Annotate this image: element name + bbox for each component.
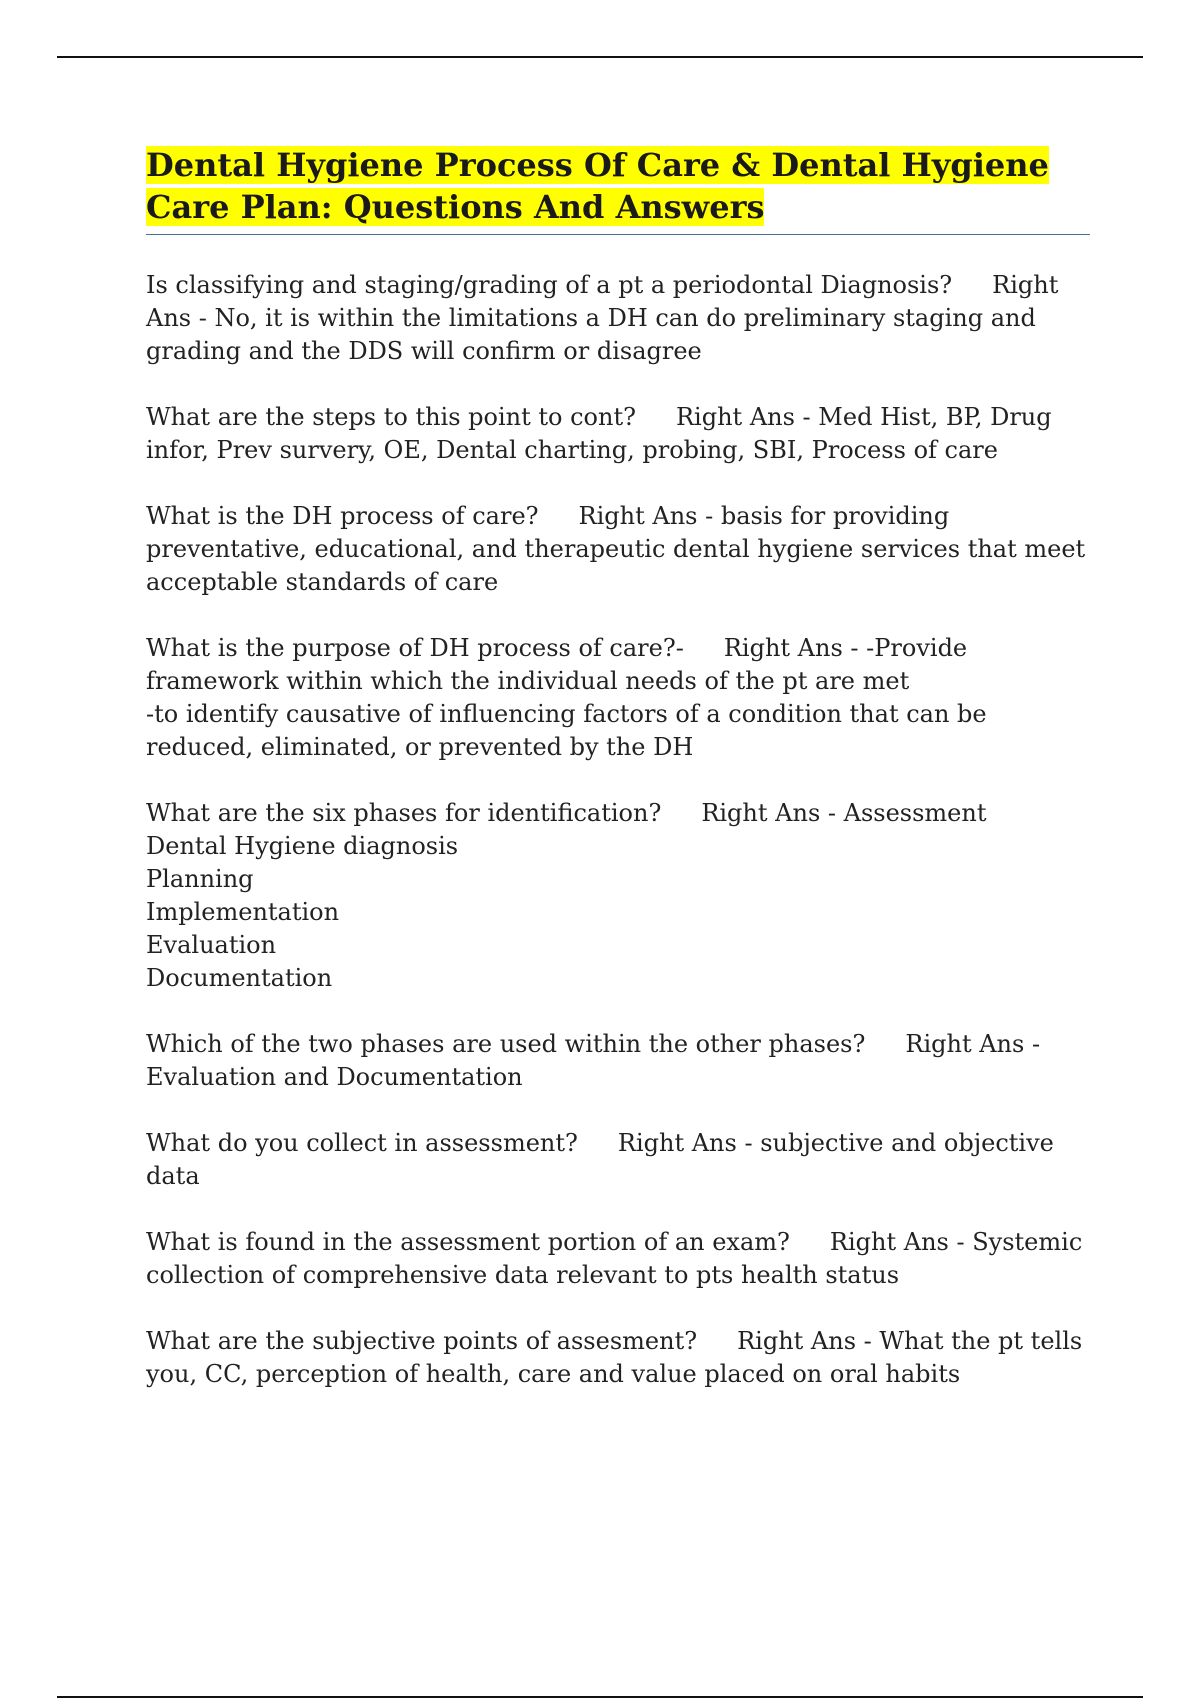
qa-list (146, 269, 1090, 1391)
qa-item (146, 401, 1090, 467)
question-text: What is the DH process of care? (146, 502, 539, 530)
answer-text: Right Ans - Systemic collection of comprehensive data relevant to pts health status (146, 1228, 1083, 1289)
qa-item (146, 797, 1090, 995)
question-text: What are the steps to this point to cont? (146, 403, 636, 431)
answer-text: Right Ans - basis for providing preventative, educational, and therapeutic dental hygiene services that meet acceptable standards of care (146, 502, 1086, 596)
page-bottom-rule (57, 1696, 1143, 1698)
question-text: What is found in the assessment portion of an exam? (146, 1228, 790, 1256)
document-title (146, 144, 1090, 228)
question-text: What is the purpose of DH process of care?- (146, 634, 684, 662)
question-text: Is classifying and staging/grading of a pt a periodontal Diagnosis? (146, 271, 953, 299)
qa-item (146, 269, 1090, 368)
document-body (146, 144, 1090, 1424)
title-highlight: Dental Hygiene Process Of Care & Dental Hygiene Care Plan: Questions And Answers (146, 146, 1049, 226)
answer-text: Right Ans - No, it is within the limitations a DH can do preliminary staging and grading and the DDS will confirm or disagree (146, 271, 1059, 365)
title-underline (146, 234, 1090, 235)
answer-text: Right Ans - -Provide framework within which the individual needs of the pt are met -to identify causative of influencing factors of a condition that can be reduced, eliminated, or prevented by the DH (146, 634, 987, 761)
answer-text: Right Ans - Assessment Dental Hygiene diagnosis Planning Implementation Evaluation Documentation (146, 799, 987, 992)
question-text: Which of the two phases are used within the other phases? (146, 1030, 866, 1058)
page-top-rule (57, 56, 1143, 58)
qa-item (146, 500, 1090, 599)
question-text: What are the six phases for identification? (146, 799, 662, 827)
answer-text: Right Ans - What the pt tells you, CC, perception of health, care and value placed on oral habits (146, 1327, 1083, 1388)
answer-text: Right Ans - Med Hist, BP, Drug infor, Prev survery, OE, Dental charting, probing, SBI, Process of care (146, 403, 1052, 464)
qa-item (146, 632, 1090, 764)
answer-text: Right Ans - Evaluation and Documentation (146, 1030, 1041, 1091)
qa-item (146, 1226, 1090, 1292)
qa-item (146, 1028, 1090, 1094)
qa-item (146, 1325, 1090, 1391)
answer-text: Right Ans - subjective and objective data (146, 1129, 1054, 1190)
qa-item (146, 1127, 1090, 1193)
question-text: What are the subjective points of assesment? (146, 1327, 698, 1355)
question-text: What do you collect in assessment? (146, 1129, 578, 1157)
